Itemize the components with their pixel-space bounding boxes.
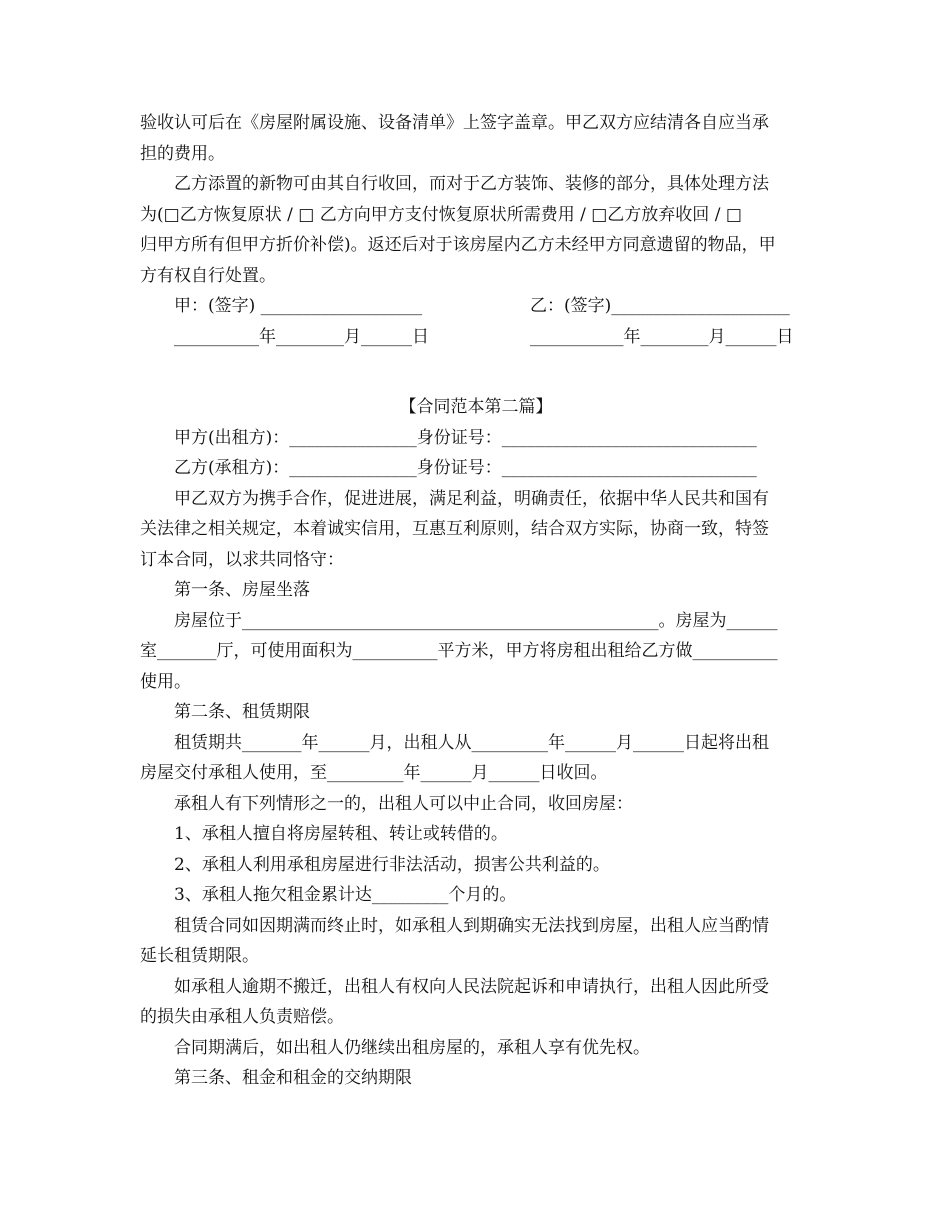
text-line: 归甲方所有但甲方折价补偿)。返还后对于该房屋内乙方未经甲方同意遗留的物品，甲: [140, 235, 776, 255]
article-heading: 第三条、租金和租金的交纳期限: [174, 1068, 412, 1088]
text-line: 承租人有下列情形之一的，出租人可以中止合同，收回房屋：: [174, 793, 633, 814]
text-line: 关法律之相关规定，本着诚实信用，互惠互利原则，结合双方实际，协商一致，特签: [140, 519, 769, 539]
text-line: 合同期满后，如出租人仍继续出租房屋的，承租人享有优先权。: [174, 1037, 650, 1058]
article-heading: 第二条、租赁期限: [174, 702, 310, 722]
text-line: 室_______厅，可使用面积为__________平方米，甲方将房租出租给乙方做__________: [140, 641, 778, 661]
section-gap: [140, 352, 812, 392]
party-b-line: 乙方(承租方)：_______________身份证号：______________________________: [174, 458, 757, 478]
contract-title: 【合同范本第二篇】: [399, 397, 553, 417]
document-page: [140, 108, 812, 1094]
text-line: 甲乙双方为携手合作，促进进展，满足利益，明确责任，依据中华人民共和国有: [174, 488, 769, 509]
text-line: 房屋位于_________________________________________________。房屋为______: [174, 610, 778, 631]
date-row: [140, 322, 812, 353]
text-line: 租赁合同如因期满而终止时，如承租人到期确实无法找到房屋，出租人应当酌情: [174, 915, 769, 936]
text-line: 订本合同，以求共同恪守：: [140, 549, 344, 570]
text-line: 验收认可后在《房屋附属设施、设备清单》上签字盖章。甲乙双方应结清各自应当承: [140, 113, 769, 133]
signature-row: [140, 291, 812, 322]
party-a-signature: 甲：(签字) ___________________: [174, 296, 423, 316]
list-item: 2、承租人利用承租房屋进行非法活动，损害公共利益的。: [174, 854, 610, 875]
party-a-line: 甲方(出租方)：_______________身份证号：______________________________: [174, 427, 757, 448]
text-line: 延长租赁期限。: [140, 946, 259, 966]
text-line: 乙方添置的新物可由其自行收回，而对于乙方装饰、装修的部分，具体处理方法: [174, 174, 769, 194]
text-line: 的损失由承租人负责赔偿。: [140, 1007, 344, 1027]
text-line: 方有权自行处置。: [140, 265, 276, 286]
party-b-signature: 乙：(签字)_____________________: [530, 296, 790, 316]
text-line: 租赁期共_______年______月，出租人从_________年______月______日起将出租: [174, 732, 769, 753]
text-line: 担的费用。: [140, 143, 225, 164]
article-heading: 第一条、房屋坐落: [174, 580, 310, 600]
party-a-date: __________年________月______日: [174, 326, 429, 347]
party-b-date: ___________年________月______日: [530, 326, 794, 347]
text-line: 为(□乙方恢复原状 / □ 乙方向甲方支付恢复原状所需费用 / □乙方放弃收回 / □: [140, 204, 742, 225]
list-item: 3、承租人拖欠租金累计达_________个月的。: [174, 885, 517, 905]
text-line: 使用。: [140, 671, 191, 692]
text-line: 如承租人逾期不搬迁，出租人有权向人民法院起诉和申请执行，出租人因此所受: [174, 976, 769, 997]
text-line: 房屋交付承租人使用，至_________年______月______日收回。: [140, 763, 608, 783]
list-item: 1、承租人擅自将房屋转租、转让或转借的。: [174, 824, 508, 844]
